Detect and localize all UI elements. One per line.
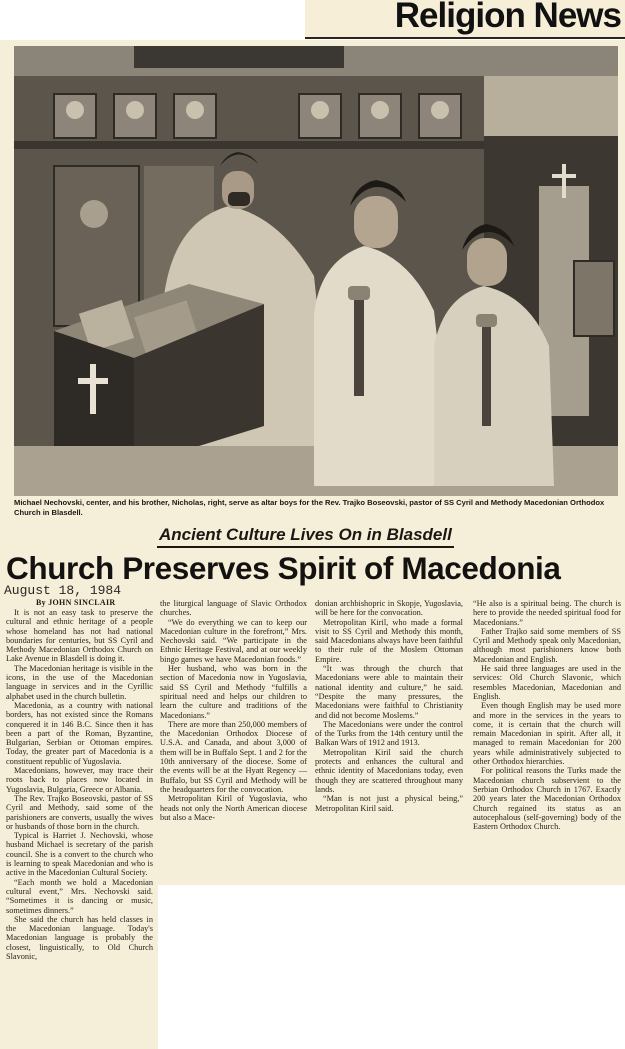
paragraph: “He also is a spiritual being. The church is here to provide the needed spiritual food for Macedonians.”: [473, 599, 621, 627]
masthead-title: Religion News: [394, 0, 621, 35]
article-column-1: [6, 608, 153, 961]
masthead: [305, 0, 625, 39]
paragraph: The Rev. Trajko Boseovski, pastor of SS Cyril and Methody, said some of the parishioners are converts, usually the wives or husbands of those born in the church.: [6, 793, 153, 831]
paragraph: “It was through the church that Macedonians were able to maintain their national identity and culture,” he said. “Despite the many pressures, the Macedonians were faithful to Christianity and did not become Moslems.”: [315, 664, 463, 720]
paragraph: the liturgical language of Slavic Orthodox churches.: [160, 599, 307, 618]
paragraph: Metropolitan Kiril said the church protects and enhances the cultural and ethnic identity of Macedonians today, even though they are scattered throughout many lands.: [315, 747, 463, 794]
main-headline: Church Preserves Spirit of Macedonia: [6, 550, 561, 586]
handwritten-date: August 18, 1984: [4, 583, 122, 598]
article-column-3: [315, 599, 463, 813]
paragraph: “Man is not just a physical being,” Metropolitan Kiril said.: [315, 794, 463, 813]
paragraph: It is not an easy task to preserve the cultural and ethnic heritage of a people whose homeland has not had national boundaries for centuries, but SS Cyril and Methody Macedonian Orthodox Church on Lake Avenue in Blasdell is doing it.: [6, 608, 153, 664]
article-column-4: [473, 599, 621, 831]
paragraph: “Each month we hold a Macedonian cultural event,” Mrs. Nechovski said. “Sometimes it is dancing or music, sometimes dinners.”: [6, 877, 153, 915]
paragraph: Macedonia, as a country with national borders, has not existed since the Romans conquered it in 146 B.C. Since then it has been a part of the Roman, Byzantine, Bulgarian, Serbian or Ottoman empires. Today, the greater part of Macedonia is a constituent republic of Yugoslavia.: [6, 700, 153, 766]
kicker-headline: Ancient Culture Lives On in Blasdell: [157, 525, 454, 548]
paragraph: Metropolitan Kiril of Yugoslavia, who heads not only the North American diocese but also a Mace-: [160, 794, 307, 822]
paragraph: Her husband, who was born in the section of Macedonia now in Yugoslavia, said SS Cyril and Methody “fulfills a spiritual need and helps our children to learn the culture and traditions of the Macedonians.”: [160, 664, 307, 720]
byline: By JOHN SINCLAIR: [36, 598, 116, 607]
church-interior-photo: [14, 46, 618, 496]
paragraph: The Macedonian heritage is visible in the icons, in the use of the Macedonian language in services and in the Cyrillic alphabet used in the church bulletin.: [6, 663, 153, 701]
paragraph: The Macedonians were under the control of the Turks from the 14th century until the Balkan Wars of 1912 and 1913.: [315, 719, 463, 748]
paragraph: Macedonians, however, may trace their roots back to places now located in Yugoslavia, Bulgaria, Greece or Albania.: [6, 766, 153, 794]
paragraph: Metropolitan Kiril, who made a formal visit to SS Cyril and Methody this month, said Macedonians always have been faithful to their rule of the Moslem Ottoman Empire.: [315, 617, 463, 664]
paragraph: donian archbishopric in Skopje, Yugoslavia, will be here for the convocation.: [315, 599, 463, 618]
photo-caption: Michael Nechovski, center, and his brother, Nicholas, right, serve as altar boys for the Rev. Trajko Boseovski, pastor of SS Cyril and Methody Macedonian Orthodox Church in Blasdell.: [14, 498, 605, 517]
article-column-2: [160, 599, 307, 822]
paragraph: “We do everything we can to keep our Macedonian culture in the forefront,” Mrs. Nechovski said. “We participate in the Ethnic Heritage Festival, and at our weekly bingo games we have Macedonian foods.”: [160, 617, 307, 664]
photo-illustration: [14, 46, 618, 496]
paragraph: He said three languages are used in the services: Old Church Slavonic, which resembles Macedonian, Macedonian and English.: [473, 664, 621, 701]
paragraph: Even though English may be used more and more in the services in the years to come, it is certain that the church will remain Macedonian in spirit. After all, it managed to remain Macedonian for 200 years while administratively subjected to other Orthodox hierarchies.: [473, 701, 621, 767]
paragraph: She said the church has held classes in the Macedonian language. Today's Macedonian language is probably the closest, linguistically, to Old Church Slavonic,: [6, 914, 153, 961]
paragraph: For political reasons the Turks made the Macedonian church subservient to the Serbian Orthodox Church in 1767. Exactly 200 years later the Macedonian Orthodox Church regained its status as an autocephalous (self-governing) body of the Eastern Orthodox Church.: [473, 766, 621, 832]
paragraph: There are more than 250,000 members of the Macedonian Orthodox Diocese of U.S.A. and Canada, and about 3,000 of them will be in Buffalo Sept. 1 and 2 for the 10th anniversary of the diocese. Some of the events will be at the Hyatt Regency — Buffalo, but SS Cyril and Methody will be the headquarters for the convocation.: [160, 719, 307, 794]
paragraph: Father Trajko said some members of SS Cyril and Methody speak only Macedonian, although most parishioners know both Macedonian and English.: [473, 626, 621, 664]
paragraph: Typical is Harriet J. Nechovski, whose husband Michael is secretary of the parish council. She is a convert to the church who is learning to speak Macedonian and who is active in the Macedonian Cultural Society.: [6, 831, 153, 878]
